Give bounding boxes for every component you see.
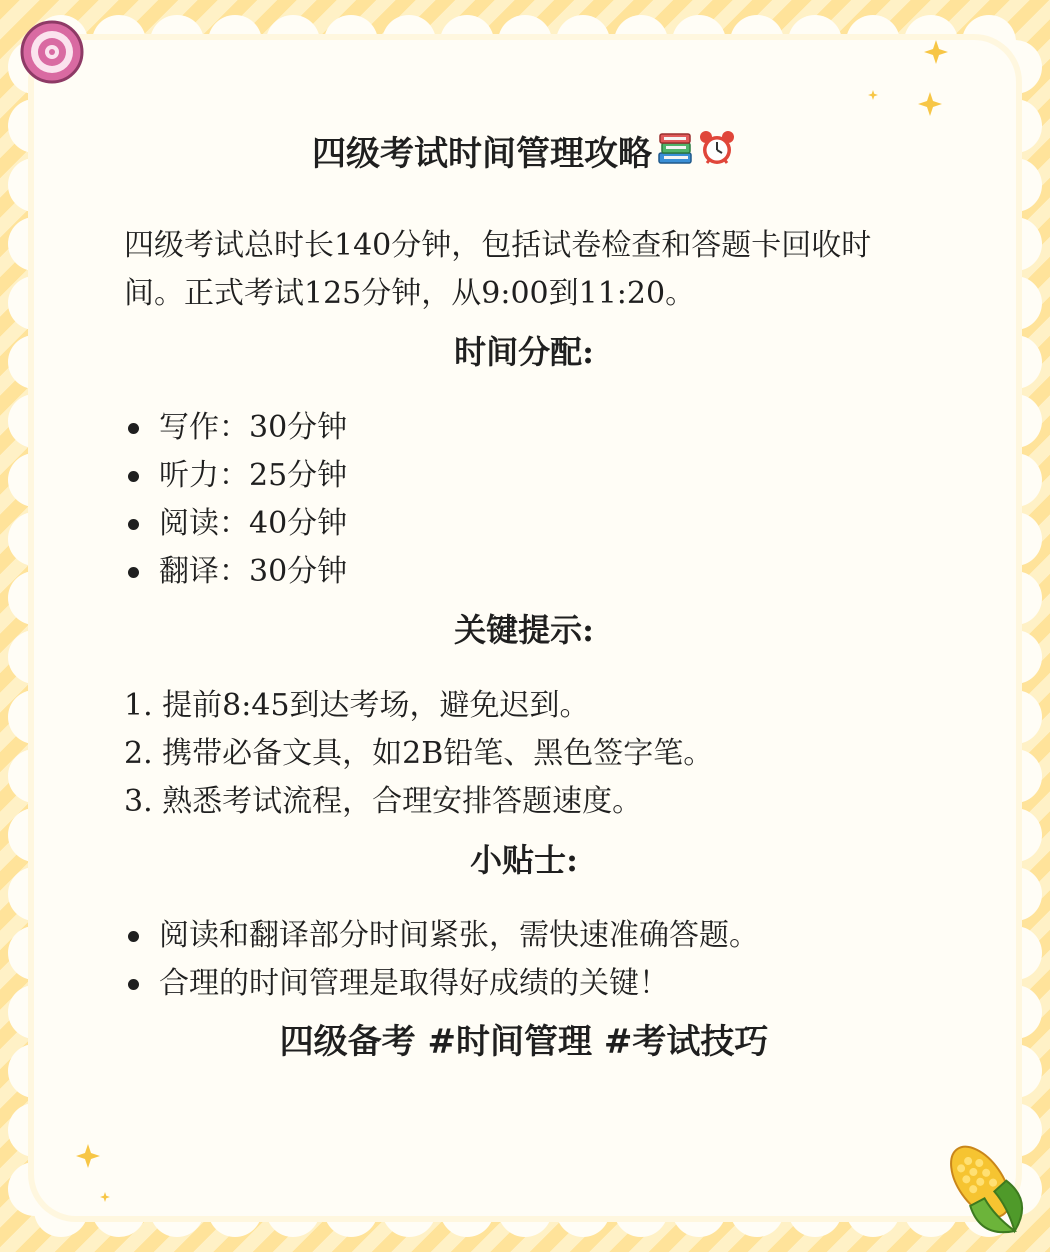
section-heading-allocation: 时间分配:: [454, 333, 594, 371]
page-title: [124, 118, 924, 192]
article-content: [124, 118, 924, 1068]
sparkle-icon: [918, 92, 942, 116]
section-heading-notes: 小贴士:: [470, 841, 578, 879]
bullet-dot: [128, 519, 139, 530]
sparkle-icon: [924, 40, 948, 64]
sparkle-icon: [100, 1192, 110, 1202]
bullet-dot: [128, 979, 139, 990]
allocation-list: [124, 404, 924, 596]
sparkle-icon: [868, 90, 878, 100]
sparkle-icon: [76, 1144, 100, 1168]
notes-list: [124, 912, 924, 1008]
hashtags: 四级备考 #时间管理 #考试技巧: [279, 1022, 769, 1062]
section-heading-tips: 关键提示:: [454, 611, 594, 649]
lollipop-icon: [18, 18, 86, 94]
list-item: 写作：30分钟: [124, 404, 924, 452]
bullet-dot: [128, 423, 139, 434]
alarm-clock-icon: [698, 120, 736, 192]
list-item: 翻译：30分钟: [124, 548, 924, 596]
page-title-text: 四级考试时间管理攻略: [312, 134, 652, 174]
list-item: 1. 提前8:45到达考场，避免迟到。: [124, 688, 590, 723]
list-item: 阅读和翻译部分时间紧张，需快速准确答题。: [124, 912, 924, 960]
corn-icon: [934, 1136, 1038, 1244]
intro-paragraph: 四级考试总时长140分钟，包括试卷检查和答题卡回收时间。正式考试125分钟，从9:00到11:20。: [124, 228, 872, 311]
list-item: 3. 熟悉考试流程，合理安排答题速度。: [124, 784, 643, 819]
list-item: 合理的时间管理是取得好成绩的关键！: [124, 960, 924, 1008]
list-item: 阅读：40分钟: [124, 500, 924, 548]
books-icon: [656, 120, 694, 192]
list-item: 2. 携带必备文具，如2B铅笔、黑色签字笔。: [124, 736, 714, 771]
bullet-dot: [128, 931, 139, 942]
bullet-dot: [128, 471, 139, 482]
bullet-dot: [128, 567, 139, 578]
tips-list: [124, 682, 924, 826]
list-item: 听力：25分钟: [124, 452, 924, 500]
